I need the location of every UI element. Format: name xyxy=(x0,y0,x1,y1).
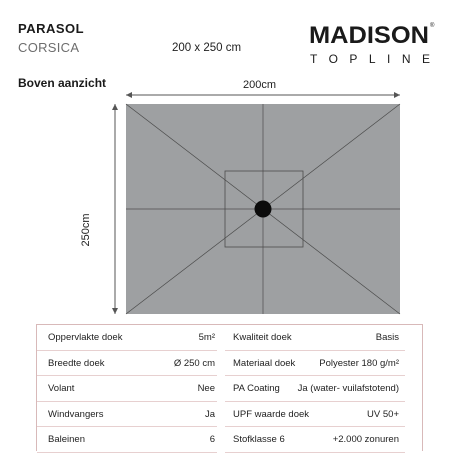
parasol-pole xyxy=(255,201,272,218)
spec-value: Ja xyxy=(204,408,215,420)
spec-value: 5m² xyxy=(198,332,215,343)
width-label: 200cm xyxy=(243,79,277,91)
spec-label: PA Coating xyxy=(233,383,280,395)
spec-value: UV 50+ xyxy=(367,408,399,420)
spec-label: Breedte doek xyxy=(48,357,105,369)
spec-value: Polyester 180 g/m² xyxy=(319,357,399,369)
spec-row xyxy=(225,351,405,377)
spec-value: Nee xyxy=(197,383,215,395)
specs-right-column xyxy=(225,325,405,453)
spec-value: Basis xyxy=(375,332,399,343)
spec-label: Windvangers xyxy=(48,408,104,420)
product-model: CORSICA xyxy=(18,40,80,55)
height-label: 250cm xyxy=(80,213,92,247)
spec-label: Materiaal doek xyxy=(233,357,296,369)
spec-label: Stofklasse 6 xyxy=(233,434,285,446)
spec-label: Kwaliteit doek xyxy=(233,332,292,343)
spec-row xyxy=(225,325,405,351)
spec-label: Baleinen xyxy=(48,434,85,446)
spec-value: 6 xyxy=(209,434,215,446)
spec-row xyxy=(37,325,217,351)
specifications-table xyxy=(36,324,423,451)
spec-value: +2.000 zonuren xyxy=(332,434,399,446)
spec-row xyxy=(37,376,217,402)
spec-label: UPF waarde doek xyxy=(233,408,310,420)
spec-row xyxy=(225,402,405,428)
specs-left-column xyxy=(37,325,217,453)
width-arrow-left xyxy=(126,92,132,98)
logo-subline: TOPLINE xyxy=(310,52,430,66)
spec-label: Oppervlakte doek xyxy=(48,332,123,343)
logo-wordmark: MADISON xyxy=(309,22,429,49)
spec-row xyxy=(37,351,217,377)
height-arrow-top xyxy=(112,104,118,110)
spec-row xyxy=(37,427,217,453)
width-arrow-right xyxy=(394,92,400,98)
logo-registered: ® xyxy=(430,23,435,29)
height-arrow-bottom xyxy=(112,308,118,314)
spec-row xyxy=(37,402,217,428)
spec-value: Ø 250 cm xyxy=(173,357,215,369)
spec-value: Ja (water- vuilafstotend) xyxy=(297,383,399,395)
product-name: PARASOL xyxy=(18,21,85,36)
view-title: Boven aanzicht xyxy=(18,76,107,90)
spec-label: Volant xyxy=(48,383,75,395)
spec-row xyxy=(225,427,405,453)
spec-row xyxy=(225,376,405,402)
product-dimensions: 200 x 250 cm xyxy=(172,42,242,54)
